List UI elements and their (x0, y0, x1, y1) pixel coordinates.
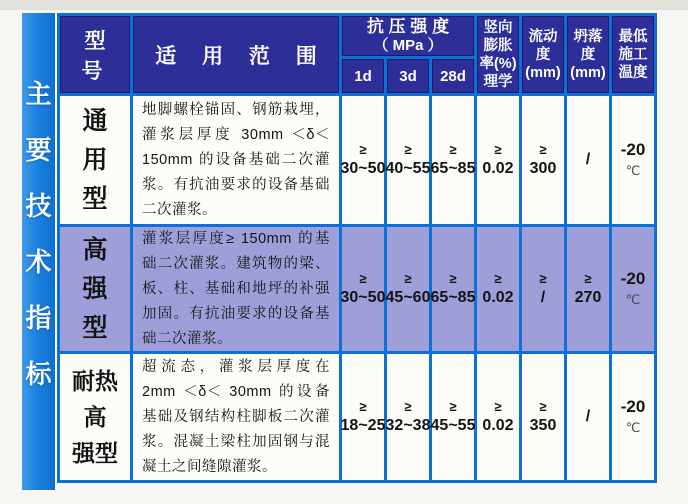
header-28d: 28d (432, 59, 474, 93)
cell-3d (387, 96, 429, 224)
model-line: 强 (82, 274, 108, 303)
page-top-strip (0, 0, 688, 10)
value-number: ℃ (625, 162, 641, 178)
value-number: 40~55 (385, 159, 431, 177)
value-symbol: ≥ (449, 270, 457, 286)
value-number: / (585, 408, 591, 425)
header-1d: 1d (342, 59, 384, 93)
value-symbol: ≥ (539, 270, 547, 286)
cell-min-temp (612, 227, 654, 351)
value-number: 30~50 (340, 288, 386, 306)
value-symbol: ≥ (449, 141, 457, 157)
row-general-description: 地脚螺栓锚固、钢筋栽埋，灌浆层厚度 30mm ＜δ＜ 150mm 的设备基础二次灌浆。有抗油要求的设备基础二次灌浆。 (133, 96, 339, 224)
value-symbol: ≥ (494, 270, 502, 286)
value-symbol: -20 (620, 268, 646, 288)
indicator-char: 技 (25, 191, 52, 221)
value-symbol: ≥ (584, 270, 592, 286)
cell-expansion (477, 96, 519, 224)
value-symbol: ≥ (539, 141, 547, 157)
header-expansion-line: 率(%) (479, 55, 517, 72)
value-number: 350 (529, 416, 557, 434)
header-scope: 适 用 范 围 (133, 16, 339, 93)
row-heatresistant-model (60, 354, 130, 480)
model-line: 型 (82, 313, 108, 342)
cell-fluidity (522, 227, 564, 351)
value-number: 32~38 (385, 416, 431, 434)
indicator-char: 主 (25, 79, 52, 109)
value-number: 18~25 (340, 416, 386, 434)
cell-slump (567, 227, 609, 351)
cell-expansion (477, 227, 519, 351)
row-heatresistant-description: 超流态，灌浆层厚度在 2mm ＜δ＜ 30mm 的设备基础及钢结构柱脚板二次灌浆。混凝土梁柱加固钢与混凝土之间缝隙灌浆。 (133, 354, 339, 480)
cell-slump (567, 354, 609, 480)
indicator-char: 要 (25, 135, 52, 165)
cell-28d (432, 227, 474, 351)
main-indicators-bar (22, 13, 55, 490)
value-number: 300 (529, 159, 557, 177)
header-fluidity-line: (mm) (525, 64, 561, 81)
value-number: 65~85 (430, 159, 476, 177)
value-symbol: ≥ (359, 141, 367, 157)
indicator-char: 术 (25, 247, 52, 277)
header-compressive-strength (342, 16, 474, 56)
value-symbol: -20 (620, 396, 646, 416)
cell-1d (342, 96, 384, 224)
indicator-char: 指 (25, 303, 52, 333)
value-number: / (585, 151, 591, 168)
row-highstrength-description: 灌浆层厚度≥ 150mm 的基础二次灌浆。建筑物的梁、板、柱、基础和地坪的补强加固。有抗油要求的设备基础二次灌浆。 (133, 227, 339, 351)
value-symbol: -20 (620, 139, 646, 159)
model-line: 高 (82, 235, 108, 264)
row-general-model (60, 96, 130, 224)
cell-min-temp (612, 96, 654, 224)
header-temp-line: 温度 (618, 64, 648, 81)
value-number: 0.02 (482, 416, 514, 434)
value-symbol: ≥ (359, 398, 367, 414)
header-fluidity-line: 流动 (528, 28, 558, 45)
header-slump-line: 度 (580, 46, 596, 63)
row-highstrength-model (60, 227, 130, 351)
header-model: 型 号 (60, 16, 130, 93)
header-temp-line: 施工 (618, 46, 648, 63)
header-3d: 3d (387, 59, 429, 93)
header-slump-line: (mm) (570, 64, 606, 81)
value-symbol: ≥ (539, 398, 547, 414)
value-number: ℃ (625, 291, 641, 307)
value-symbol: ≥ (494, 398, 502, 414)
header-strength-title: 抗 压 强 度 (366, 17, 450, 36)
cell-1d (342, 227, 384, 351)
value-number: 0.02 (482, 288, 514, 306)
value-symbol: ≥ (359, 270, 367, 286)
cell-fluidity (522, 354, 564, 480)
value-number: 65~85 (430, 288, 476, 306)
cell-1d (342, 354, 384, 480)
value-number: 30~50 (340, 159, 386, 177)
value-number: / (540, 288, 546, 306)
header-fluidity-line: 度 (535, 46, 551, 63)
header-vertical-expansion (477, 16, 519, 93)
cell-fluidity (522, 96, 564, 224)
model-line: 型 (82, 184, 108, 213)
header-expansion-line: 理学 (483, 73, 513, 90)
header-expansion-line: 竖向 (483, 19, 513, 36)
value-number: 45~55 (430, 416, 476, 434)
model-line: 耐热 (72, 368, 118, 394)
header-expansion-line: 膨胀 (483, 37, 513, 54)
model-line: 高 (83, 404, 107, 430)
value-symbol: ≥ (494, 141, 502, 157)
value-number: 270 (574, 288, 602, 306)
cell-slump (567, 96, 609, 224)
value-number: 0.02 (482, 159, 514, 177)
cell-28d (432, 354, 474, 480)
model-line: 用 (82, 145, 108, 174)
model-line: 通 (82, 106, 108, 135)
value-symbol: ≥ (404, 141, 412, 157)
cell-min-temp (612, 354, 654, 480)
cell-28d (432, 96, 474, 224)
header-slump-line: 坍落 (573, 28, 603, 45)
indicator-char: 标 (25, 359, 52, 389)
header-min-temperature (612, 16, 654, 93)
spec-table (57, 13, 657, 483)
header-fluidity (522, 16, 564, 93)
cell-3d (387, 227, 429, 351)
header-strength-unit: （ MPa ） (373, 37, 443, 54)
model-line: 强型 (72, 440, 118, 466)
header-slump (567, 16, 609, 93)
value-symbol: ≥ (404, 270, 412, 286)
value-number: ℃ (625, 419, 641, 435)
value-number: 45~60 (385, 288, 431, 306)
cell-expansion (477, 354, 519, 480)
value-symbol: ≥ (404, 398, 412, 414)
value-symbol: ≥ (449, 398, 457, 414)
header-temp-line: 最低 (618, 28, 648, 45)
cell-3d (387, 354, 429, 480)
